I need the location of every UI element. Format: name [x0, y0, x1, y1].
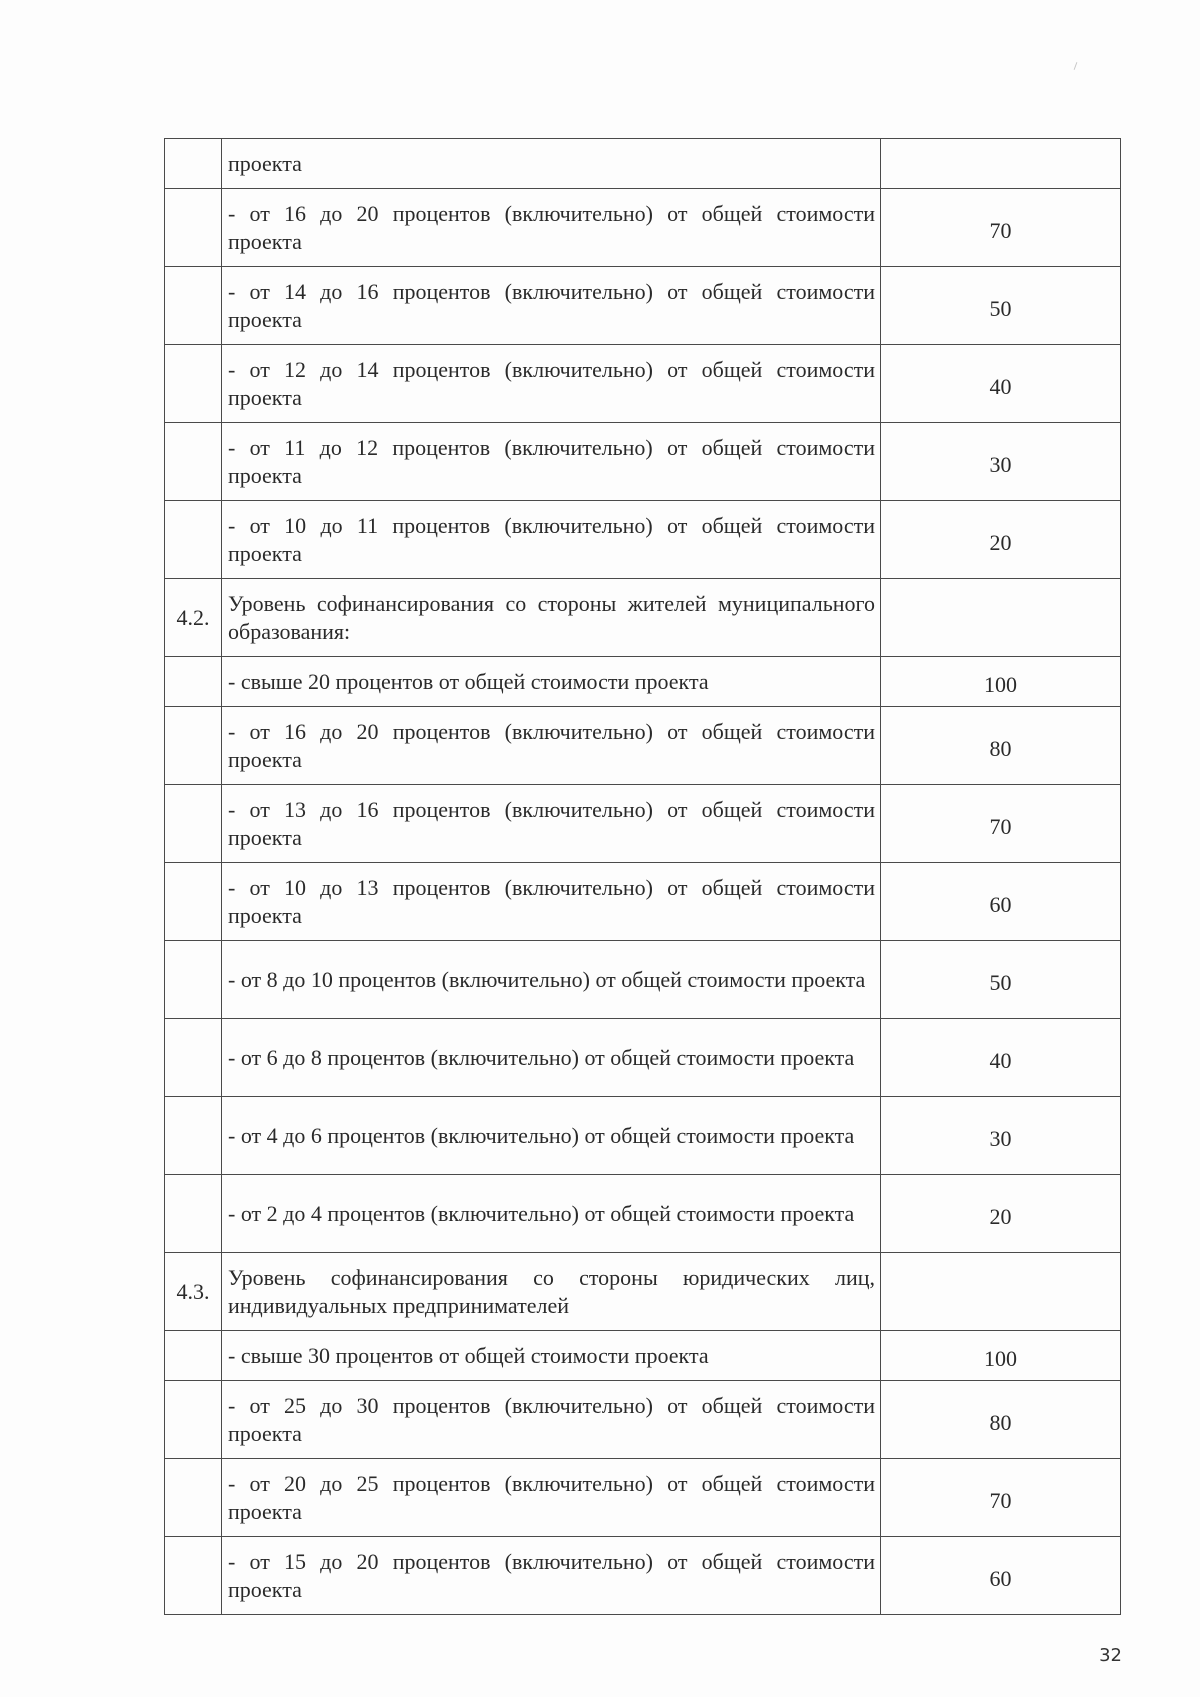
- row-points: 40: [881, 1019, 1121, 1097]
- row-description: - от 14 до 16 процентов (включительно) от общей стоимости проекта: [222, 267, 881, 345]
- row-number: [165, 345, 222, 423]
- row-number: [165, 707, 222, 785]
- table-row: [165, 501, 1121, 579]
- table-row: [165, 345, 1121, 423]
- row-points: 60: [881, 1537, 1121, 1615]
- row-number: [165, 501, 222, 579]
- row-points: 100: [881, 1331, 1121, 1381]
- row-number: [165, 267, 222, 345]
- row-description: - от 11 до 12 процентов (включительно) от общей стоимости проекта: [222, 423, 881, 501]
- row-description: проекта: [222, 139, 881, 189]
- row-points: 100: [881, 657, 1121, 707]
- row-points: 20: [881, 1175, 1121, 1253]
- table-row: [165, 189, 1121, 267]
- page-number: 32: [1099, 1645, 1122, 1666]
- row-points: 80: [881, 707, 1121, 785]
- row-description: - от 15 до 20 процентов (включительно) от общей стоимости проекта: [222, 1537, 881, 1615]
- row-number: [165, 1097, 222, 1175]
- row-description: - от 13 до 16 процентов (включительно) от общей стоимости проекта: [222, 785, 881, 863]
- row-number: [165, 1331, 222, 1381]
- section-number: 4.2.: [165, 579, 222, 657]
- row-number: [165, 863, 222, 941]
- row-points: 80: [881, 1381, 1121, 1459]
- row-points: 30: [881, 1097, 1121, 1175]
- row-description: - от 6 до 8 процентов (включительно) от общей стоимости проекта: [222, 1019, 881, 1097]
- row-points: [881, 1253, 1121, 1331]
- table-row: [165, 941, 1121, 1019]
- table-row: [165, 1537, 1121, 1615]
- row-description: - от 10 до 13 процентов (включительно) от общей стоимости проекта: [222, 863, 881, 941]
- row-points: 60: [881, 863, 1121, 941]
- row-description: - свыше 30 процентов от общей стоимости проекта: [222, 1331, 881, 1381]
- table-row: [165, 1019, 1121, 1097]
- row-description: - от 20 до 25 процентов (включительно) от общей стоимости проекта: [222, 1459, 881, 1537]
- row-description: - от 8 до 10 процентов (включительно) от общей стоимости проекта: [222, 941, 881, 1019]
- section-number: 4.3.: [165, 1253, 222, 1331]
- table-row: [165, 139, 1121, 189]
- row-points: 20: [881, 501, 1121, 579]
- table-row: [165, 267, 1121, 345]
- row-points: 70: [881, 1459, 1121, 1537]
- row-description: - свыше 20 процентов от общей стоимости проекта: [222, 657, 881, 707]
- table-row: [165, 1331, 1121, 1381]
- table-row-section: [165, 579, 1121, 657]
- table-row: [165, 1459, 1121, 1537]
- row-number: [165, 1175, 222, 1253]
- row-number: [165, 785, 222, 863]
- row-points: [881, 139, 1121, 189]
- scan-artifact: [1074, 62, 1078, 70]
- row-description: - от 25 до 30 процентов (включительно) от общей стоимости проекта: [222, 1381, 881, 1459]
- row-points: 70: [881, 785, 1121, 863]
- row-points: 70: [881, 189, 1121, 267]
- row-number: [165, 423, 222, 501]
- table-row: [165, 785, 1121, 863]
- row-points: 50: [881, 267, 1121, 345]
- section-heading: Уровень софинансирования со стороны жителей муниципального образования:: [222, 579, 881, 657]
- row-number: [165, 1537, 222, 1615]
- row-number: [165, 189, 222, 267]
- table-row: [165, 1175, 1121, 1253]
- row-description: - от 4 до 6 процентов (включительно) от общей стоимости проекта: [222, 1097, 881, 1175]
- table-row: [165, 707, 1121, 785]
- row-number: [165, 1459, 222, 1537]
- row-number: [165, 1381, 222, 1459]
- row-number: [165, 657, 222, 707]
- row-number: [165, 941, 222, 1019]
- row-description: - от 16 до 20 процентов (включительно) от общей стоимости проекта: [222, 189, 881, 267]
- row-number: [165, 139, 222, 189]
- row-points: [881, 579, 1121, 657]
- row-points: 50: [881, 941, 1121, 1019]
- row-description: - от 10 до 11 процентов (включительно) от общей стоимости проекта: [222, 501, 881, 579]
- table-row: [165, 423, 1121, 501]
- criteria-table: [164, 138, 1121, 1615]
- row-points: 30: [881, 423, 1121, 501]
- row-description: - от 16 до 20 процентов (включительно) от общей стоимости проекта: [222, 707, 881, 785]
- table-row: [165, 657, 1121, 707]
- table-row-section: [165, 1253, 1121, 1331]
- table-row: [165, 1381, 1121, 1459]
- table-row: [165, 1097, 1121, 1175]
- table-row: [165, 863, 1121, 941]
- section-heading: Уровень софинансирования со стороны юридических лиц, индивидуальных предпринимателей: [222, 1253, 881, 1331]
- row-number: [165, 1019, 222, 1097]
- row-description: - от 12 до 14 процентов (включительно) от общей стоимости проекта: [222, 345, 881, 423]
- row-points: 40: [881, 345, 1121, 423]
- row-description: - от 2 до 4 процентов (включительно) от общей стоимости проекта: [222, 1175, 881, 1253]
